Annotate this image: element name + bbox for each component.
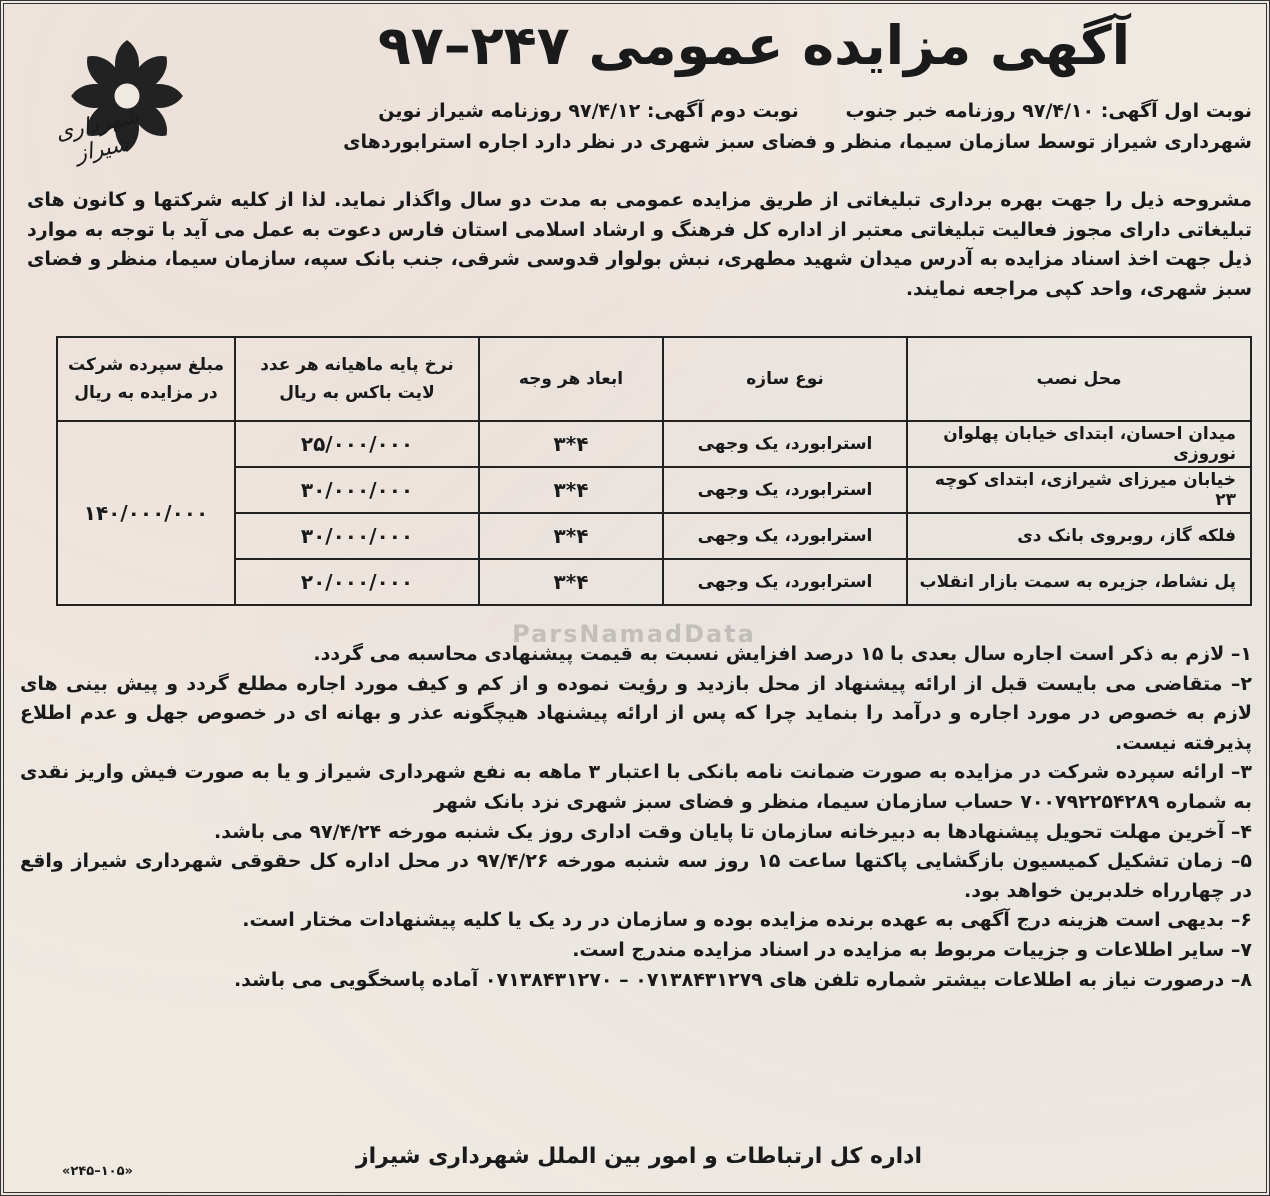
header-location: محل نصب xyxy=(907,337,1251,421)
terms-list xyxy=(20,640,1252,995)
cell-structure: استرابورد، یک وجهی xyxy=(663,559,907,605)
term-item: ۲– متقاضی می بایست قبل از ارائه پیشنهاد از محل بازدید و رؤیت نموده و از کم و کیف مورد اجاره مطلع گردد و پیش بینی های لازم به خصوص در مورد اجاره و درآمد را بنماید چرا که پس از ارائه پیشنهاد هیچگونه عذر و بهانه ای در خصوص جهل و عدم اطلاع پذیرفته نیست. xyxy=(20,672,1252,754)
table-row xyxy=(57,513,1251,559)
term-item: ۸– درصورت نیاز به اطلاعات بیشتر شماره تلفن های ۰۷۱۳۸۴۳۱۲۷۹ – ۰۷۱۳۸۴۳۱۲۷۰ آماده پاسخگویی می باشد. xyxy=(233,968,1252,991)
cell-structure: استرابورد، یک وجهی xyxy=(663,513,907,559)
issuer-signature: اداره کل ارتباطات و امور بین الملل شهرداری شیراز xyxy=(355,1144,923,1169)
cell-dimensions: ۴*۳ xyxy=(479,467,663,513)
cell-structure: استرابورد، یک وجهی xyxy=(663,421,907,467)
cell-structure: استرابورد، یک وجهی xyxy=(663,467,907,513)
header-structure: نوع سازه xyxy=(663,337,907,421)
cell-location: میدان احسان، ابتدای خیابان پهلوان نوروزی xyxy=(907,421,1251,467)
term-item: ۷– سایر اطلاعات و جزییات مربوط به مزایده در اسناد مزایده مندرج است. xyxy=(572,938,1252,961)
cell-location: فلکه گاز، روبروی بانک دی xyxy=(907,513,1251,559)
term-item: ۴– آخرین مهلت تحویل پیشنهادها به دبیرخانه سازمان تا پایان وقت اداری روز یک شنبه مورخه ۹۷/۴/۲۴ می باشد. xyxy=(214,820,1252,843)
notice-code: «۲۴۵–۱۰۵» xyxy=(62,1164,133,1179)
header-deposit: مبلغ سپرده شرکت در مزایده به ریال xyxy=(57,337,235,421)
cell-location: خیابان میرزای شیرازی، ابتدای کوچه ۲۳ xyxy=(907,467,1251,513)
table-row xyxy=(57,421,1251,467)
cell-dimensions: ۴*۳ xyxy=(479,513,663,559)
cell-monthly-rate: ۳۰/۰۰۰/۰۰۰ xyxy=(235,467,479,513)
header-monthly-rate: نرخ پایه ماهیانه هر عدد لایت باکس به ریال xyxy=(235,337,479,421)
cell-location: پل نشاط، جزیره به سمت بازار انقلاب xyxy=(907,559,1251,605)
logo-text: شهرداری شیراز xyxy=(53,103,142,168)
term-item: ۱– لازم به ذکر است اجاره سال بعدی با ۱۵ درصد افزایش نسبت به قیمت پیشنهادی محاسبه می گردد. xyxy=(313,643,1252,665)
cell-dimensions: ۴*۳ xyxy=(479,421,663,467)
cell-deposit: ۱۴۰/۰۰۰/۰۰۰ xyxy=(57,421,235,605)
intro-paragraph-line1: شهرداری شیراز توسط سازمان سیما، منظر و فضای سبز شهری در نظر دارد اجاره استرابوردهای xyxy=(343,131,1252,153)
header-dimensions: ابعاد هر وجه xyxy=(479,337,663,421)
term-item: ۳– ارائه سپرده شرکت در مزایده به صورت ضمانت نامه بانکی با اعتبار ۳ ماهه به نفع شهرداری شیراز و یا به صورت فیش واریز نقدی به شماره ۷۰۰۷۹۲۲۵۴۲۸۹ حساب سازمان سیما، منظر و فضای سبز شهری نزد بانک شهر xyxy=(20,761,1252,813)
cell-monthly-rate: ۳۰/۰۰۰/۰۰۰ xyxy=(235,513,479,559)
table-header-row xyxy=(57,337,1251,421)
billboard-table xyxy=(56,336,1252,606)
cell-monthly-rate: ۲۰/۰۰۰/۰۰۰ xyxy=(235,559,479,605)
term-item: ۵– زمان تشکیل کمیسیون بازگشایی پاکتها ساعت ۱۵ روز سه شنبه مورخه ۹۷/۴/۲۶ در محل اداره کل حقوقی شهرداری شیراز واقع در چهارراه خلدبرین خواهد بود. xyxy=(20,850,1253,902)
intro-paragraph: مشروحه ذیل را جهت بهره برداری تبلیغاتی از طریق مزایده عمومی به مدت دو سال واگذار نماید. لذا از کلیه شرکتها و کانون های تبلیغاتی دارای مجوز فعالیت تبلیغاتی معتبر از اداره کل فرهنگ و ارشاد اسلامی استان فارس دعوت به عمل می آید با توجه به موارد ذیل جهت اخذ اسناد مزایده به آدرس میدان شهید مطهری، نبش بولوار قدوسی شرقی، جنب بانک سپه، سازمان سیما، منظر و فضای سبز شهری، واحد کپی مراجعه نمایند. xyxy=(27,189,1252,300)
table-row xyxy=(57,559,1251,605)
cell-dimensions: ۴*۳ xyxy=(479,559,663,605)
notice-title: آگهی مزایده عمومی ۲۴۷–۹۷ xyxy=(377,14,1131,77)
second-publication: نوبت دوم آگهی: ۹۷/۴/۱۲ روزنامه شیراز نوین xyxy=(378,100,799,122)
watermark: ParsNamadData xyxy=(512,620,756,648)
table-row xyxy=(57,467,1251,513)
first-publication: نوبت اول آگهی: ۹۷/۴/۱۰ روزنامه خبر جنوب xyxy=(845,100,1252,122)
cell-monthly-rate: ۲۵/۰۰۰/۰۰۰ xyxy=(235,421,479,467)
publication-dates xyxy=(252,100,1252,122)
term-item: ۶– بدیهی است هزینه درج آگهی به عهده برنده مزایده بوده و سازمان در رد یک یا کلیه پیشنهادات مختار است. xyxy=(242,909,1252,932)
